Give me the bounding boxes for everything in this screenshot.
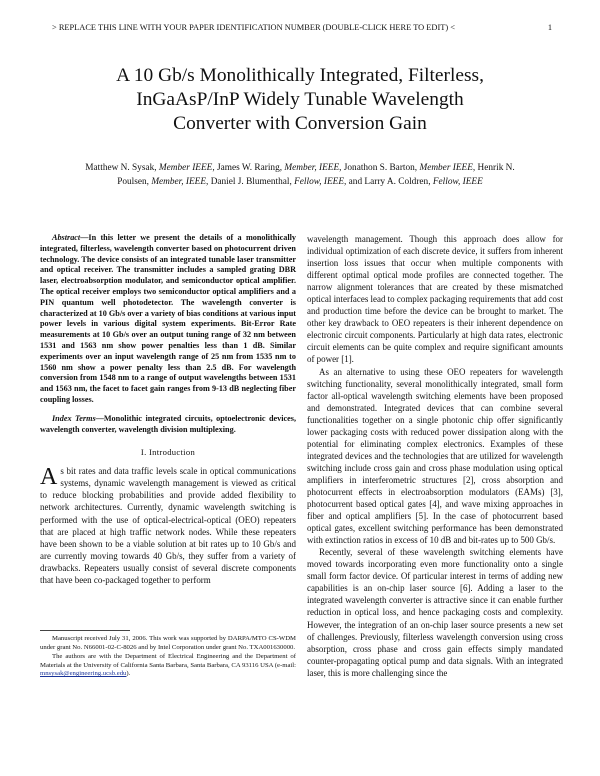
index-terms-label: Index Terms: [52, 413, 96, 423]
author-name: Matthew N. Sysak,: [85, 163, 157, 173]
page-number: 1: [547, 23, 552, 32]
author-name: , Henrik N. Poulsen,: [117, 163, 515, 187]
section-numeral: I.: [140, 447, 147, 458]
footnote-affiliation-end: ).: [126, 670, 131, 678]
section-heading: [40, 447, 296, 457]
footnote-affiliation-text: The authors are with the Department of Electrical Engineering and the Department of Materials at the University of California Santa Barbara, Santa Barbara, CA 93116 USA (e-mail:: [40, 652, 296, 669]
author-name: , Jonathon S. Barton,: [339, 163, 418, 173]
abstract-text: —In this letter we present the details of a monolithically integrated, filterless, wavelength converter based on photocurrent driven technology. The device consists of an integrated tunable laser transmitter and optical receiver. The transmitter includes a sampled grating DBR laser, electroabsorption modulator, and semiconductor optical amplifier. The optical receiver employs two semiconductor optical amplifiers and a PIN quantum well photodetector. The wavelength converter is characterized at 10 Gb/s over a variety of bias conditions at various input power levels in various digital system experiments. Bit-Error Rate measurements at 10 Gb/s over an output tuning range of 32 nm between 1531 and 1563 nm show power penalties less than 1 dB. Similar experiments over an input wavelength range of 25 nm from 1535 nm to 1560 nm show a power penalty less than 2.5 dB. For wavelength conversion from 1548 nm to a range of output wavelengths between 1531 and 1563 nm, the facet to facet gain ranges from 9-13 dB neglecting fiber coupling losses.: [40, 233, 296, 404]
author-membership: Member, IEEE: [284, 163, 340, 173]
author-membership: Member, IEEE: [151, 177, 207, 187]
author-name: , James W. Raring,: [212, 163, 283, 173]
index-terms: [40, 414, 296, 436]
author-name: , Daniel J. Blumenthal,: [206, 177, 292, 187]
title-line-3: Converter with Conversion Gain: [173, 113, 427, 134]
intro-paragraph-1: [40, 465, 296, 585]
right-column: [307, 233, 563, 679]
abstract: [40, 233, 296, 406]
abstract-label: Abstract: [52, 233, 81, 242]
paper-title: [48, 64, 552, 136]
header-text: > REPLACE THIS LINE WITH YOUR PAPER IDENTIFICATION NUMBER (DOUBLE-CLICK HERE TO EDIT) <: [52, 23, 455, 32]
author-list: [70, 161, 530, 189]
intro-paragraph-1-continued: wavelength management. Though this approach does allow for individual optimization of each discrete device, it suffers from inherent insertion loss issues that occur when multiple components with different optimal optical mode profiles are connected together. The narrow alignment tolerances that are created by these mismatched optical interfaces lead to complex packaging requirements that add cost and production time before the device can be brought to market. The other key drawback to OEO repeaters is their inherent dependence on electronic circuit components. Particularly at high data rates, electronic circuit elements can be quite complex and require significant amounts of power [1].: [307, 234, 563, 365]
author-membership: Member IEEE: [158, 163, 213, 173]
intro-paragraph-3: Recently, several of these wavelength switching elements have moved towards incorporating even more functionality onto a single small form factor device. Of particular interest in terms of adding new capabilities is an on-chip laser source [6]. Adding a laser to the integrated wavelength converter is attractive since it can enable further reduction in optical loss, and hence packaging costs and complexity. However, the integration of an on-chip laser source presents a new set of challenges. Previously, filterless wavelength conversion using cross absorption, cross phase and cross gain effects simply mandated counter-propagating optical pump and data signals. With an integrated laser, this is more challenging since the: [307, 547, 563, 678]
author-membership: Member IEEE: [419, 163, 473, 173]
index-terms-text: —Monolithic integrated circuits, optoelectronic devices, wavelength converter, wavelength division multiplexing.: [40, 413, 297, 434]
author-email-link[interactable]: mnsysak@engineering.ucsb.edu: [40, 670, 127, 678]
left-column: [40, 233, 296, 679]
title-line-2: InGaAsP/InP Widely Tunable Wavelength: [136, 89, 464, 110]
author-membership: Fellow, IEEE: [432, 177, 483, 187]
drop-cap: A: [40, 464, 58, 491]
intro-paragraph-2: As an alternative to using these OEO repeaters for wavelength switching functionality, several monolithically integrated, small form factor all-optical wavelength switching elements have been proposed and demonstrated. Integrated devices that can combine several functionalities together on a single photonic chip offer significantly lower packaging costs with reduced power dissipation along with the potential for eliminating complex electronics. Examples of these integrated devices and the technologies that are utilized for wavelength switching include cross gain and cross phase modulation using optical amplifiers in interferometric structures [2], cross absorption and photocurrent effects in electroabsorption modulators (EAMs) [3], photocurrent based optical gates [4], and wave mixing approaches in fiber and optical amplifiers [5]. In the case of photocurrent based optical gates, excellent switching performance has been demonstrated with extinction ratios in excess of 10 dB and bit-rates up to 500 Gb/s.: [307, 366, 563, 546]
footnote-rule: [40, 630, 130, 631]
footnote-manuscript: Manuscript received July 31, 2006. This work was supported by DARPA/MTO CS-WDM under grant No. N66001-02-C-8026 and by Intel Corporation under grant No. TXA001630000.: [40, 634, 296, 651]
title-line-1: A 10 Gb/s Monolithically Integrated, Filterless,: [116, 65, 484, 86]
author-membership: Fellow, IEEE,: [294, 177, 347, 187]
author-name: and Larry A. Coldren,: [346, 177, 431, 187]
intro-paragraph-1-text: s bit rates and data traffic levels scale in optical communications systems, dynamic wavelength management is viewed as critical to reduce blocking probabilities and provide added flexibility to network architectures. Currently, dynamic wavelength switching is performed with the use of optical-electrical-optical (OEO) repeaters that are placed at high traffic network nodes. While these repeaters have been shown to be a viable solution at bit rates up to 10 Gb/s and are currently moving towards 40 Gb/s, they suffer from a variety of drawbacks. Repeaters usually consist of several discrete components that have been co-packaged together to perform: [40, 466, 296, 585]
footnote-affiliation: [40, 653, 296, 680]
section-title: Introduction: [148, 447, 196, 458]
